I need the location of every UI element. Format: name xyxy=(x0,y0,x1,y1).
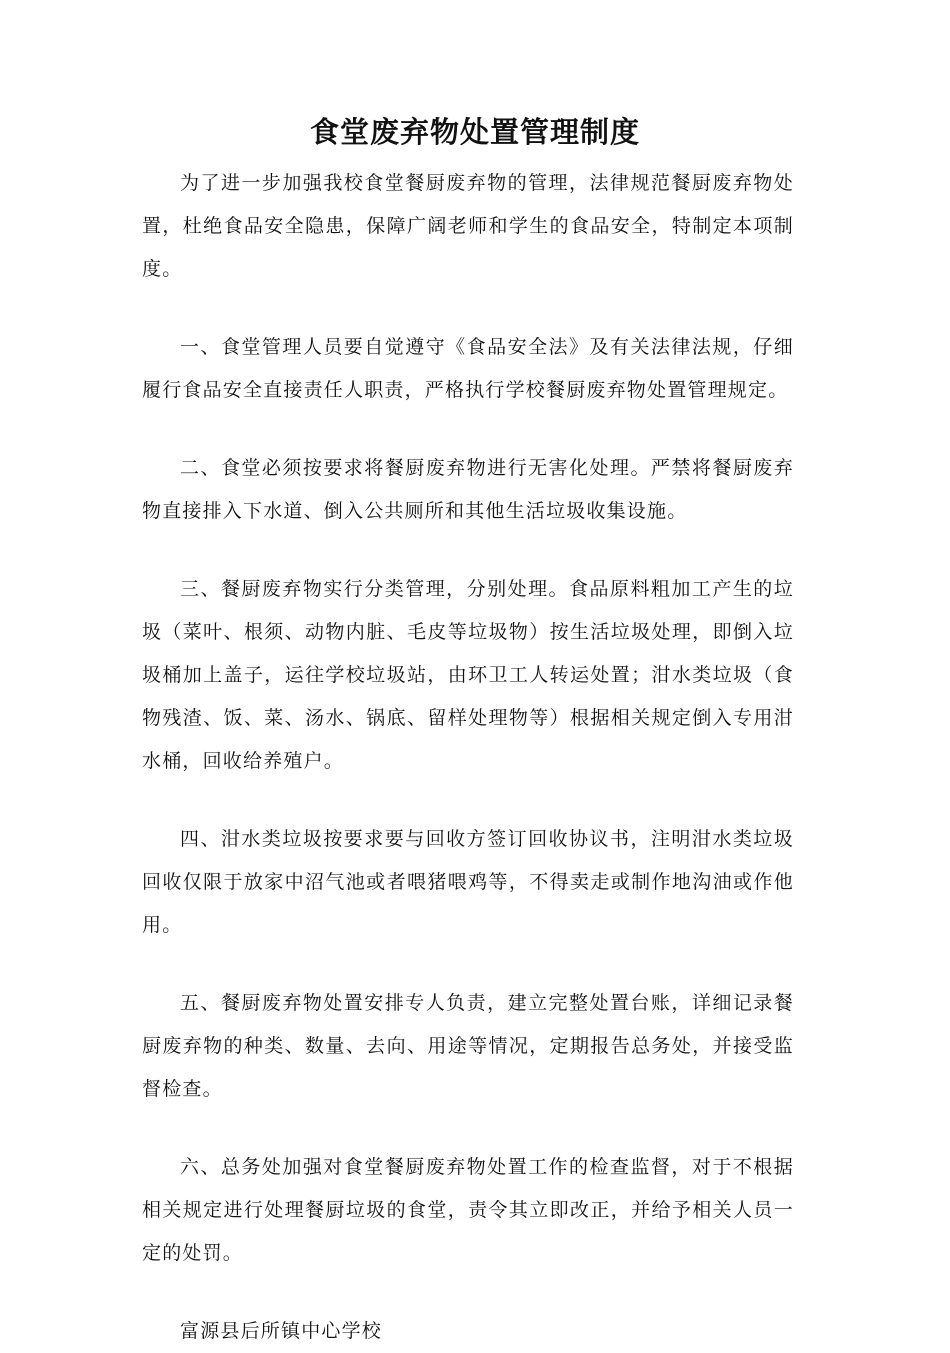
clause-6-paragraph: 六、总务处加强对食堂餐厨废弃物处置工作的检查监督，对于不根据相关规定进行处理餐厨垃圾的食堂，责令其立即改正，并给予相关人员一定的处罚。 xyxy=(142,1156,794,1264)
document-title: 食堂废弃物处置管理制度 xyxy=(309,115,640,149)
signature-school-name: 富源县后所镇中心学校 xyxy=(180,1320,383,1342)
intro-paragraph: 为了进一步加强我校食堂餐厨废弃物的管理，法律规范餐厨废弃物处置，杜绝食品安全隐患，保障广阔老师和学生的食品安全，特制定本项制度。 xyxy=(142,172,794,280)
document-body xyxy=(142,162,794,1353)
clause-5-paragraph: 五、餐厨废弃物处置安排专人负责，建立完整处置台账，详细记录餐厨废弃物的种类、数量、去向、用途等情况，定期报告总务处，并接受监督检查。 xyxy=(142,992,794,1100)
clause-3-paragraph: 三、餐厨废弃物实行分类管理，分别处理。食品原料粗加工产生的垃圾（菜叶、根须、动物内脏、毛皮等垃圾物）按生活垃圾处理，即倒入垃圾桶加上盖子，运往学校垃圾站，由环卫工人转运处置；泔水类垃圾（食物残渣、饭、菜、汤水、锅底、留样处理物等）根据相关规定倒入专用泔水桶，回收给养殖户。 xyxy=(142,578,794,772)
clause-2-paragraph: 二、食堂必须按要求将餐厨废弃物进行无害化处理。严禁将餐厨废弃物直接排入下水道、倒入公共厕所和其他生活垃圾收集设施。 xyxy=(142,457,794,522)
clause-1-paragraph: 一、食堂管理人员要自觉遵守《食品安全法》及有关法律法规，仔细履行食品安全直接责任人职责，严格执行学校餐厨废弃物处置管理规定。 xyxy=(142,336,794,401)
clause-4-paragraph: 四、泔水类垃圾按要求要与回收方签订回收协议书，注明泔水类垃圾回收仅限于放家中沼气池或者喂猪喂鸡等，不得卖走或制作地沟油或作他用。 xyxy=(142,828,794,936)
